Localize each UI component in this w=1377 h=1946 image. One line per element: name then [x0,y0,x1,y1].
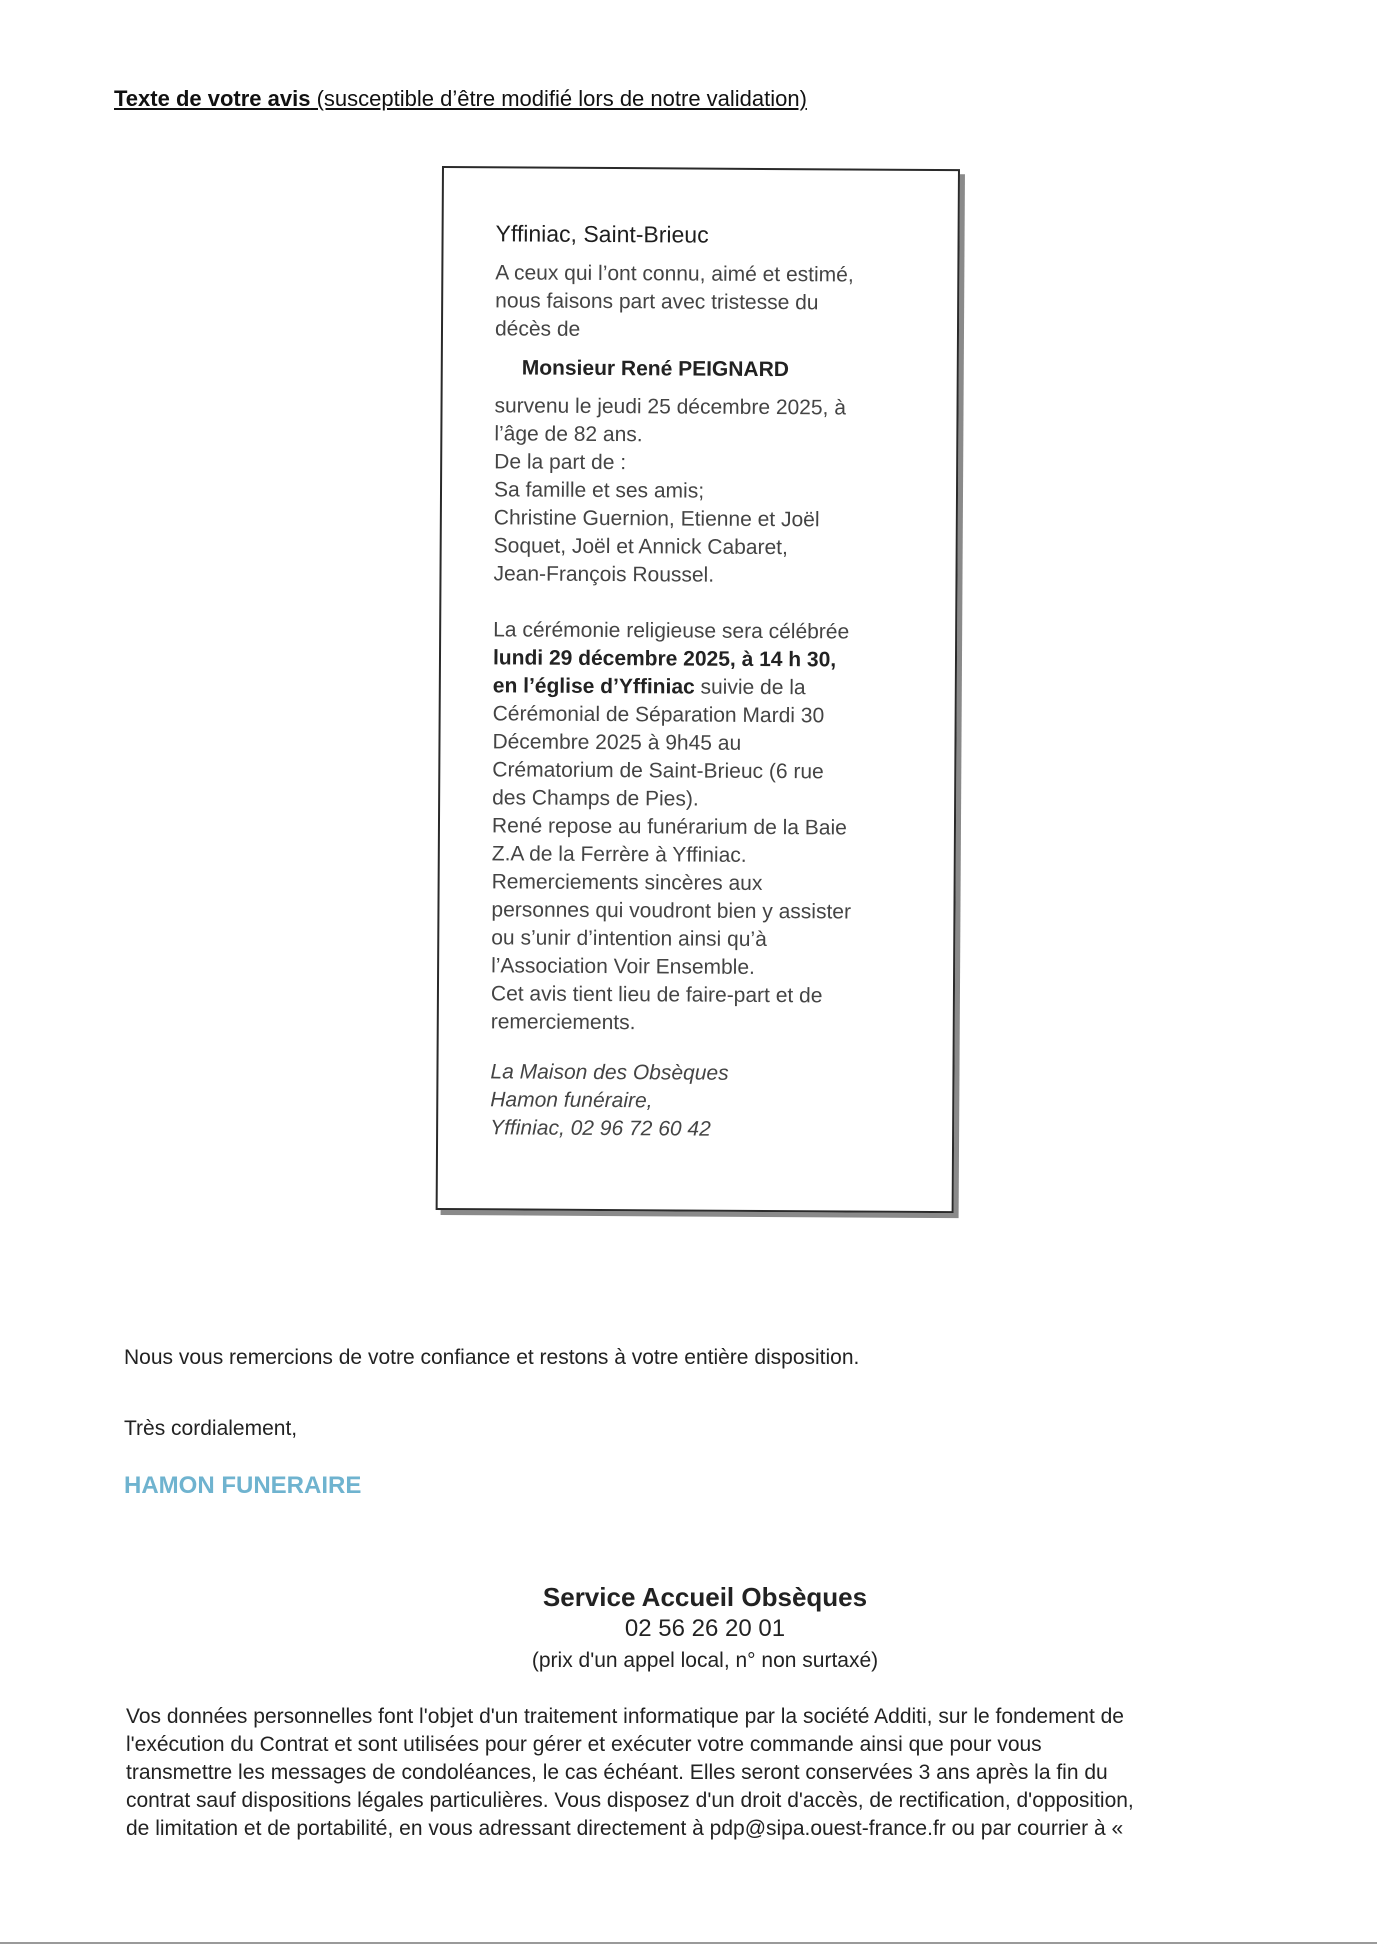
ceremony-line: personnes qui voudront bien y assister [491,898,852,924]
ceremony-intro: La cérémonie religieuse sera célébrée [493,618,850,644]
ceremony-date: lundi 29 décembre 2025, à 14 h 30, [492,646,837,672]
ceremony-place: en l’église d’Yffiniac [492,674,695,699]
privacy-line: l'exécution du Contrat et sont utilisées pour gérer et exécuter votre commande ainsi que pour vous [126,1733,1042,1756]
notice-intro [495,259,936,346]
notice-ceremony [491,616,934,1039]
company-name: HAMON FUNERAIRE [124,1472,362,1499]
ceremony-place-suffix: suivie de la [694,675,806,700]
ceremony-line: Z.A de la Ferrère à Yffiniac. [491,842,747,867]
ceremony-line: René repose au funérarium de la Baie [491,814,847,840]
notice-detail-line: Sa famille et ses amis; [493,478,705,503]
notice-place: Yffiniac, Saint-Brieuc [495,220,709,248]
service-title: Service Accueil Obsèques [542,1582,868,1612]
service-phone: 02 56 26 20 01 [624,1615,786,1642]
notice-intro-line: A ceux qui l’ont connu, aimé et estimé, [495,261,854,287]
notice-detail-line: De la part de : [494,450,627,475]
notice-detail-line: survenu le jeudi 25 décembre 2025, à [494,394,847,420]
privacy-line: transmettre les messages de condoléances, le cas échéant. Elles seront conservées 3 ans après la fin du [126,1761,1108,1784]
notice-detail-line: Christine Guernion, Etienne et Joël [493,506,820,532]
service-phone-note: (prix d'un appel local, n° non surtaxé) [531,1649,879,1672]
obituary-notice-box [436,166,960,1213]
ceremony-line: remerciements. [490,1010,636,1035]
notice-heading [114,86,807,112]
ceremony-line: Remerciements sincères aux [491,870,763,895]
ceremony-line: des Champs de Pies). [492,786,699,811]
closing-thanks: Nous vous remercions de votre confiance et restons à votre entière disposition. [124,1346,860,1369]
service-contact-block [0,1581,1377,1677]
privacy-line: de limitation et de portabilité, en vous adressant directement à pdp@sipa.ouest-france.fr ou par courrier à « [126,1817,1124,1840]
obituary-notice-content [490,220,936,1145]
ceremony-line: Décembre 2025 à 9h45 au [492,730,742,755]
bottom-divider [0,1942,1377,1944]
ceremony-line: ou s’unir d’intention ainsi qu’à [491,926,767,951]
signature-line: Yffiniac, 02 96 72 60 42 [490,1116,711,1141]
signature-line: La Maison des Obsèques [490,1060,729,1085]
ceremony-line: l’Association Voir Ensemble. [491,954,755,979]
notice-detail-line: l’âge de 82 ans. [494,422,643,447]
privacy-notice [126,1703,1286,1843]
ceremony-place-line [493,672,933,703]
notice-detail-line: Jean-François Roussel. [493,562,715,587]
signature-line: Hamon funéraire, [490,1088,653,1113]
notice-signature [490,1058,931,1145]
privacy-line: contrat sauf dispositions légales particulières. Vous disposez d'un droit d'accès, de rectification, d'opposition, [126,1789,1134,1812]
notice-heading-title: Texte de votre avis [114,86,311,111]
closing-regards: Très cordialement, [124,1417,298,1440]
notice-heading-note: (susceptible d’être modifié lors de notre validation) [310,86,807,111]
notice-intro-line: décès de [494,317,581,341]
privacy-line: Vos données personnelles font l'objet d'un traitement informatique par la société Additi, sur le fondement de [126,1705,1124,1728]
ceremony-line: Cet avis tient lieu de faire-part et de [490,982,823,1008]
ceremony-line: Crématorium de Saint-Brieuc (6 rue [492,758,824,784]
notice-intro-line: nous faisons part avec tristesse du [495,289,819,315]
deceased-name: Monsieur René PEIGNARD [521,356,790,382]
notice-detail-line: Soquet, Joël et Annick Cabaret, [493,534,788,560]
notice-details [493,392,934,591]
ceremony-line: Cérémonial de Séparation Mardi 30 [492,702,825,728]
